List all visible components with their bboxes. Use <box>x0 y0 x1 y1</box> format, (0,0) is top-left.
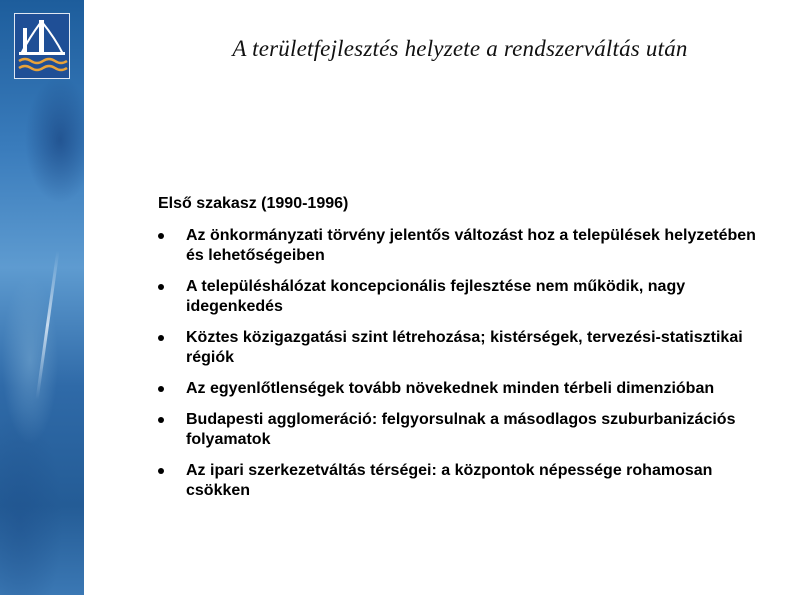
bullet-text: Az önkormányzati törvény jelentős változást hoz a települések helyzetében és lehetőségeiben <box>186 227 756 264</box>
bullet-item <box>158 277 768 317</box>
bullet-dot-icon <box>158 386 164 392</box>
bullet-item <box>158 379 768 399</box>
bullet-dot-icon <box>158 284 164 290</box>
bullet-text: Az egyenlőtlenségek tovább növekednek minden térbeli dimenzióban <box>186 380 715 397</box>
bullet-dot-icon <box>158 468 164 474</box>
bullet-list <box>158 226 768 512</box>
bullet-dot-icon <box>158 335 164 341</box>
bridge-logo-icon <box>14 13 70 79</box>
bullet-dot-icon <box>158 233 164 239</box>
bullet-item <box>158 410 768 450</box>
bullet-dot-icon <box>158 417 164 423</box>
bullet-text: A településhálózat koncepcionális fejlesztése nem működik, nagy idegenkedés <box>186 278 686 315</box>
bullet-text: Az ipari szerkezetváltás térségei: a központok népessége rohamosan csökken <box>186 462 713 499</box>
bullet-item <box>158 461 768 501</box>
decorative-side-strip <box>0 0 84 595</box>
slide-title: A területfejlesztés helyzete a rendszerváltás után <box>232 36 688 61</box>
bullet-item <box>158 226 768 266</box>
section-heading: Első szakasz (1990-1996) <box>158 195 349 212</box>
bullet-text: Budapesti agglomeráció: felgyorsulnak a másodlagos szuburbanizációs folyamatok <box>186 411 736 448</box>
strip-waterfall-decoration <box>36 251 60 400</box>
bullet-text: Köztes közigazgatási szint létrehozása; kistérségek, tervezési-statisztikai régiók <box>186 329 743 366</box>
bullet-item <box>158 328 768 368</box>
